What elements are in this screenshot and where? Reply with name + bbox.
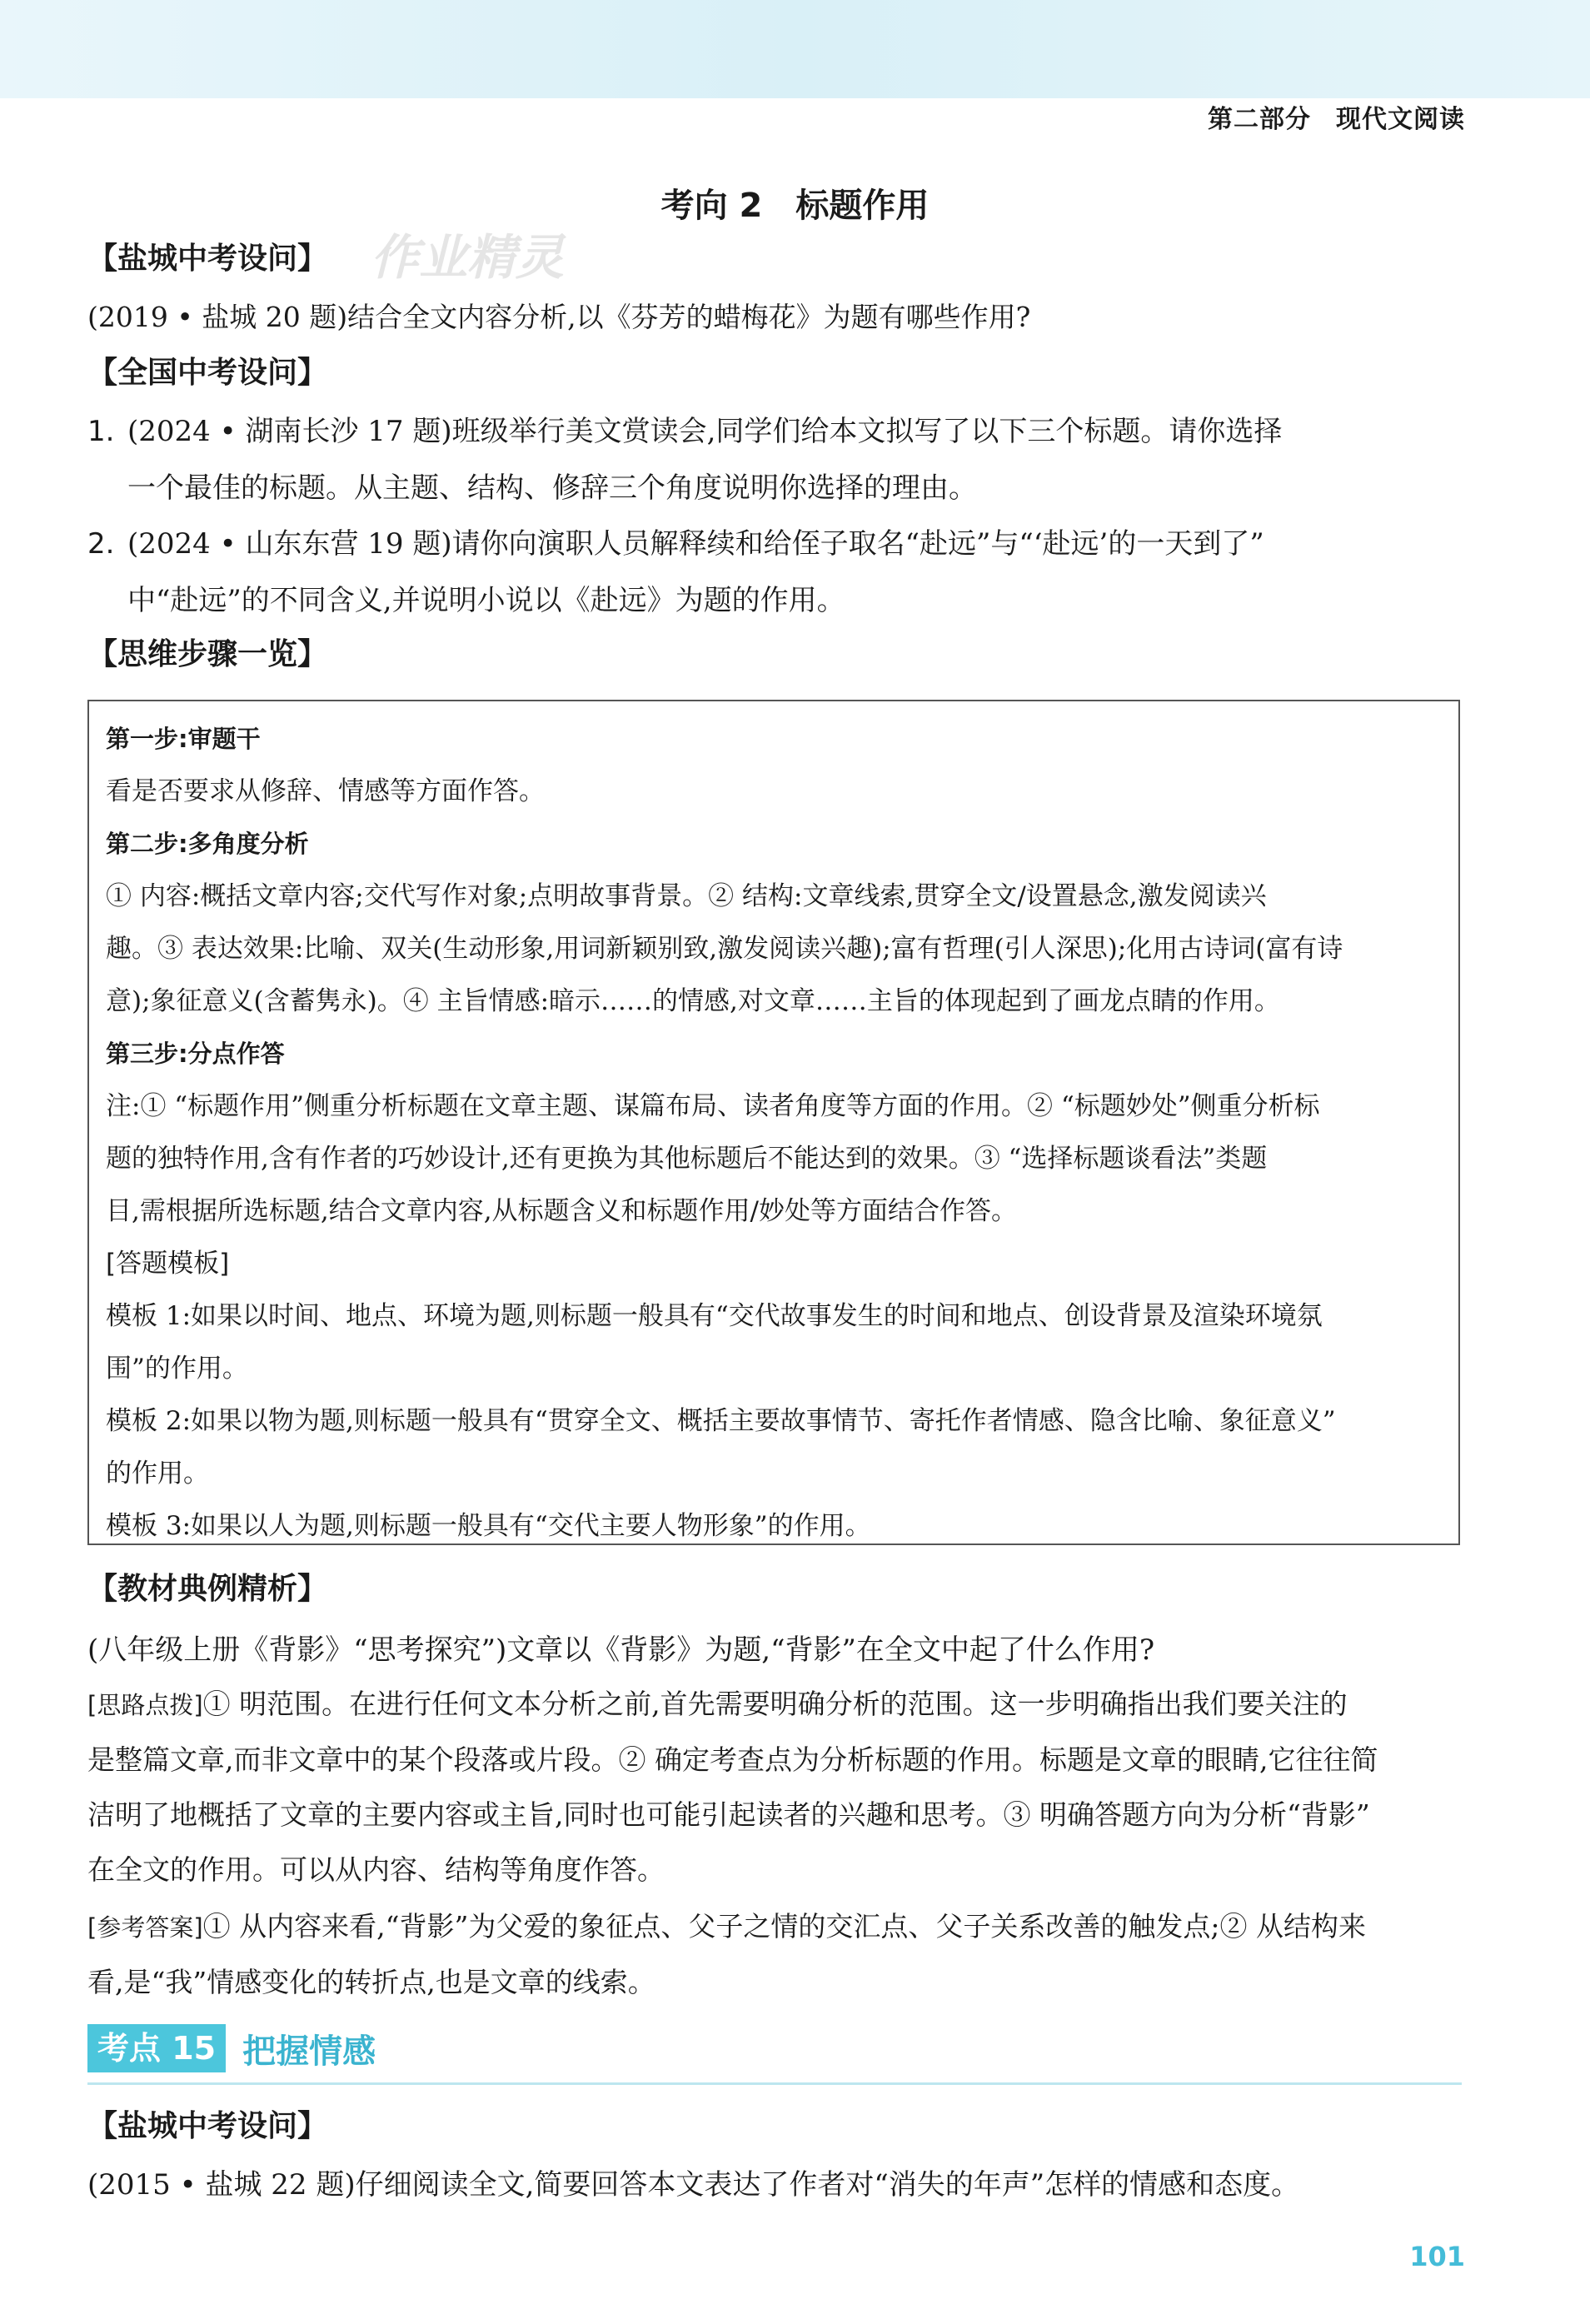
- yancheng-heading-2: 【盐城中考设问】: [87, 2109, 328, 2143]
- step2-line: ① 内容:概括文章内容;交代写作对象;点明故事背景。② 结构:文章线索,贯穿全文/设置悬念,激发阅读兴: [106, 881, 1267, 911]
- hint-label: [思路点拨]: [87, 1691, 203, 1719]
- header-subject: 现代文阅读: [1336, 105, 1465, 134]
- answer-line: 看,是“我”情感变化的转折点,也是文章的线索。: [87, 1966, 655, 1998]
- page-title: 考向 2 标题作用: [660, 187, 930, 225]
- template-2-line: 模板 2:如果以物为题,则标题一般具有“贯穿全文、概括主要故事情节、寄托作者情感、隐含比喻、象征意义”: [106, 1406, 1336, 1436]
- kaodian-name: 把握情感: [242, 2032, 376, 2071]
- step3-line: 注:① “标题作用”侧重分析标题在文章主题、谋篇布局、读者角度等方面的作用。② “标题妙处”侧重分析标: [106, 1091, 1320, 1121]
- hint-line: 在全文的作用。可以从内容、结构等角度作答。: [87, 1853, 665, 1886]
- step1-text: 看是否要求从修辞、情感等方面作答。: [106, 776, 545, 806]
- hint-line: ① 明范围。在进行任何文本分析之前,首先需要明确分析的范围。这一步明确指出我们要关注的: [202, 1688, 1348, 1720]
- step2-title: 第二步:多角度分析: [106, 830, 309, 858]
- hint-line: 洁明了地概括了文章的主要内容或主旨,同时也可能引起读者的兴趣和思考。③ 明确答题方向为分析“背影”: [87, 1798, 1370, 1831]
- yancheng-heading: 【盐城中考设问】: [87, 242, 328, 276]
- kaodian-banner: [87, 2024, 1462, 2085]
- template-3-line: 模板 3:如果以人为题,则标题一般具有“交代主要人物形象”的作用。: [106, 1511, 871, 1541]
- question-number: 2.: [87, 527, 115, 561]
- page-number: 101: [1409, 2241, 1465, 2272]
- top-color-band: [0, 0, 1590, 98]
- header-part: 第二部分: [1208, 105, 1311, 134]
- answer-line: ① 从内容来看,“背影”为父爱的象征点、父子之情的交汇点、父子关系改善的触发点;② 从结构来: [202, 1910, 1366, 1942]
- yancheng-question-2: (2015 • 盐城 22 题)仔细阅读全文,简要回答本文表达了作者对“消失的年声”怎样的情感和态度。: [87, 2168, 1300, 2202]
- national-question-2: [87, 516, 1462, 629]
- question-number: 1.: [87, 415, 115, 448]
- hint-line: 是整篇文章,而非文章中的某个段落或片段。② 确定考查点为分析标题的作用。标题是文章的眼睛,它往往简: [87, 1743, 1378, 1776]
- answer-block: [87, 1899, 1462, 2010]
- question-line: 一个最佳的标题。从主题、结构、修辞三个角度说明你选择的理由。: [127, 471, 977, 505]
- question-line: 中“赴远”的不同含义,并说明小说以《赴远》为题的作用。: [127, 584, 845, 617]
- textbook-question: (八年级上册《背影》“思考探究”)文章以《背影》为题,“背影”在全文中起了什么作用?: [87, 1633, 1155, 1667]
- watermark: 作业精灵: [371, 229, 565, 286]
- kaodian-tag: 考点 15: [87, 2024, 226, 2072]
- question-line: (2024 • 湖南长沙 17 题)班级举行美文赏读会,同学们给本文拟写了以下三个标题。请你选择: [127, 415, 1283, 448]
- step2-line: 趣。③ 表达效果:比喻、双关(生动形象,用词新颖别致,激发阅读兴趣);富有哲理(引人深思);化用古诗词(富有诗: [106, 934, 1343, 964]
- template-label: [答题模板]: [106, 1249, 230, 1279]
- hint-block: [87, 1677, 1462, 1898]
- step1-title: 第一步:审题干: [106, 725, 261, 753]
- national-heading: 【全国中考设问】: [87, 356, 328, 390]
- template-1-line: 模板 1:如果以时间、地点、环境为题,则标题一般具有“交代故事发生的时间和地点、创设背景及渲染环境氛: [106, 1301, 1323, 1331]
- yancheng-question: (2019 • 盐城 20 题)结合全文内容分析,以《芬芳的蜡梅花》为题有哪些作用?: [87, 301, 1031, 333]
- answer-label: [参考答案]: [87, 1913, 203, 1942]
- steps-heading: 【思维步骤一览】: [87, 637, 328, 671]
- steps-box: [87, 700, 1460, 1545]
- textbook-heading: 【教材典例精析】: [87, 1572, 328, 1606]
- step2-line: 意);象征意义(含蓄隽永)。④ 主旨情感:暗示……的情感,对文章……主旨的体现起到了画龙点睛的作用。: [106, 986, 1280, 1016]
- national-question-1: [87, 403, 1462, 516]
- question-line: (2024 • 山东东营 19 题)请你向演职人员解释续和给侄子取名“赴远”与“‘赴远’的一天到了”: [127, 527, 1264, 561]
- step3-title: 第三步:分点作答: [106, 1040, 285, 1068]
- template-2-line: 的作用。: [106, 1459, 209, 1489]
- running-header: [1183, 98, 1465, 135]
- step3-line: 题的独特作用,含有作者的巧妙设计,还有更换为其他标题后不能达到的效果。③ “选择标题谈看法”类题: [106, 1144, 1268, 1174]
- template-1-line: 围”的作用。: [106, 1354, 248, 1384]
- step3-line: 目,需根据所选标题,结合文章内容,从标题含义和标题作用/妙处等方面结合作答。: [106, 1196, 1018, 1226]
